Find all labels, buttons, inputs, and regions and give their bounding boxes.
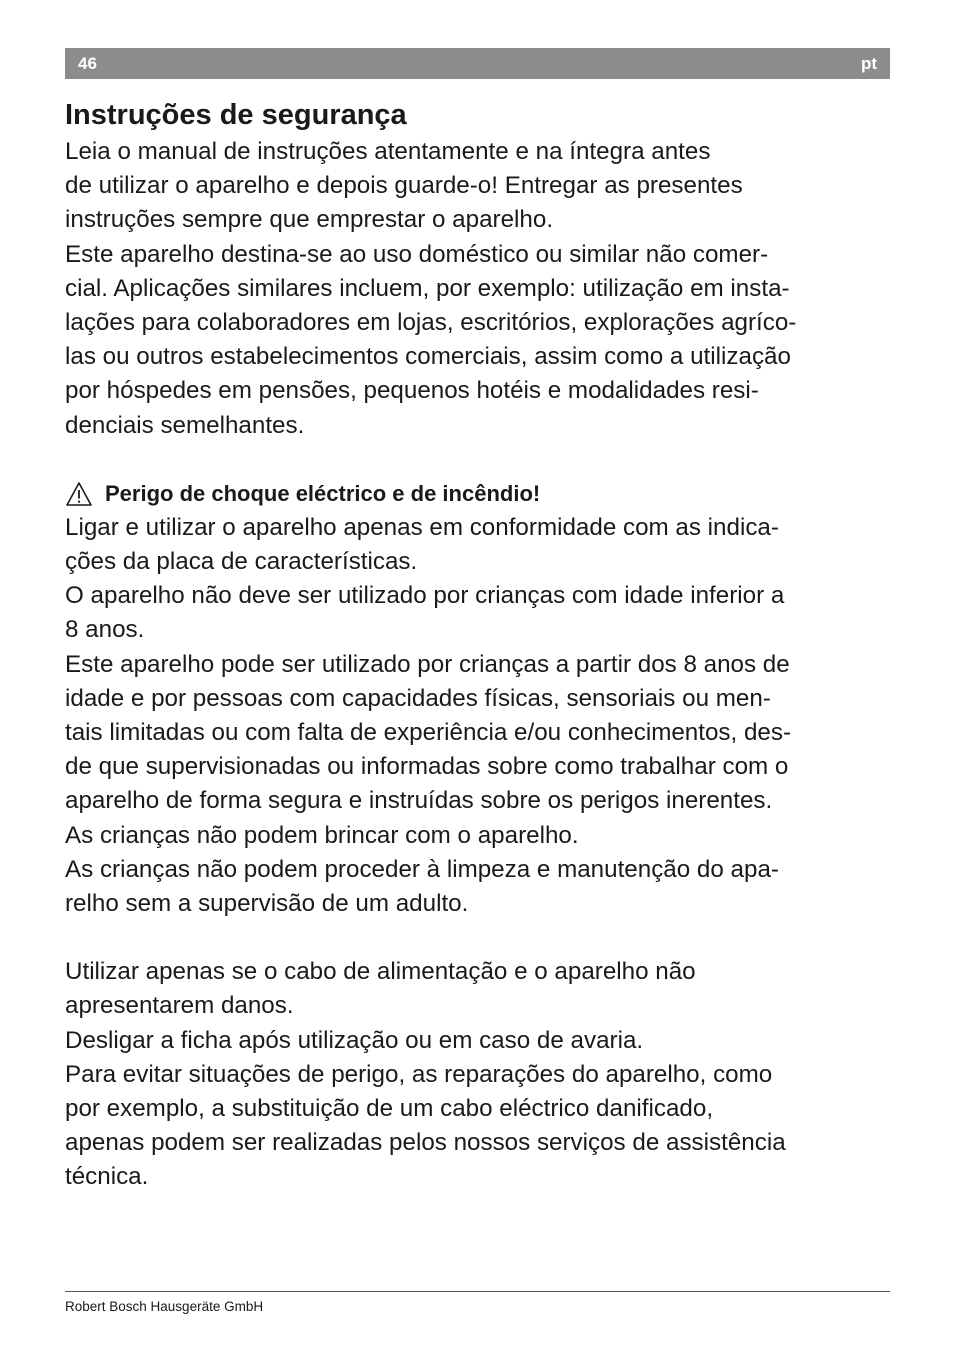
text-line: aparelho de forma segura e instruídas sobre os perigos inerentes. xyxy=(65,787,773,815)
text-line: relho sem a supervisão de um adulto. xyxy=(65,890,469,918)
warning-heading-text: Perigo de choque eléctrico e de incêndio! xyxy=(105,480,541,506)
language-code: pt xyxy=(860,53,877,73)
section-spacer xyxy=(65,921,895,955)
text-line: instruções sempre que emprestar o aparelho. xyxy=(65,206,554,234)
text-line: las ou outros estabelecimentos comerciais, assim como a utilização xyxy=(65,343,791,371)
page-number: 46 xyxy=(78,53,97,73)
text-line: 8 anos. xyxy=(65,616,145,644)
page-title: Instruções de segurança xyxy=(65,99,407,131)
warning-triangle-icon xyxy=(65,481,93,507)
text-line: cial. Aplicações similares incluem, por exemplo: utilização em insta- xyxy=(65,274,790,302)
text-line: ções da placa de características. xyxy=(65,548,418,576)
text-line: técnica. xyxy=(65,1163,149,1191)
usage-section xyxy=(65,955,895,1194)
footer-company: Robert Bosch Hausgeräte GmbH xyxy=(65,1299,264,1314)
warning-section xyxy=(65,477,895,921)
text-line: As crianças não podem proceder à limpeza e manutenção do apa- xyxy=(65,855,779,883)
text-line: Utilizar apenas se o cabo de alimentação e o aparelho não xyxy=(65,958,696,986)
text-line: por exemplo, a substituição de um cabo eléctrico danificado, xyxy=(65,1095,714,1123)
intro-section xyxy=(65,135,895,443)
text-line: de utilizar o aparelho e depois guarde-o! Entregar as presentes xyxy=(65,172,743,200)
section-spacer xyxy=(65,443,895,477)
page-content xyxy=(65,96,895,1195)
text-line: denciais semelhantes. xyxy=(65,411,305,439)
footer-divider xyxy=(65,1291,890,1292)
text-line: Ligar e utilizar o aparelho apenas em conformidade com as indica- xyxy=(65,513,779,541)
text-line: lações para colaboradores em lojas, escritórios, explorações agríco- xyxy=(65,309,797,337)
text-line: Leia o manual de instruções atentamente e na íntegra antes xyxy=(65,138,711,165)
text-line: Desligar a ficha após utilização ou em caso de avaria. xyxy=(65,1026,644,1054)
text-line: tais limitadas ou com falta de experiência e/ou conhecimentos, des- xyxy=(65,719,792,747)
text-line: Para evitar situações de perigo, as reparações do aparelho, como xyxy=(65,1060,773,1088)
text-line: apresentarem danos. xyxy=(65,992,294,1020)
text-line: As crianças não podem brincar com o aparelho. xyxy=(65,821,579,849)
text-line: O aparelho não deve ser utilizado por crianças com idade inferior a xyxy=(65,582,785,610)
text-line: Este aparelho destina-se ao uso doméstico ou similar não comer- xyxy=(65,240,769,268)
text-line: idade e por pessoas com capacidades físicas, sensoriais ou men- xyxy=(65,684,771,712)
text-line: Este aparelho pode ser utilizado por crianças a partir dos 8 anos de xyxy=(65,650,790,678)
text-line: de que supervisionadas ou informadas sobre como trabalhar com o xyxy=(65,753,789,781)
text-line: apenas podem ser realizadas pelos nossos serviços de assistência xyxy=(65,1129,786,1157)
warning-heading xyxy=(65,477,895,511)
page-header-bar xyxy=(65,48,890,79)
text-line: por hóspedes em pensões, pequenos hotéis e modalidades resi- xyxy=(65,377,759,405)
